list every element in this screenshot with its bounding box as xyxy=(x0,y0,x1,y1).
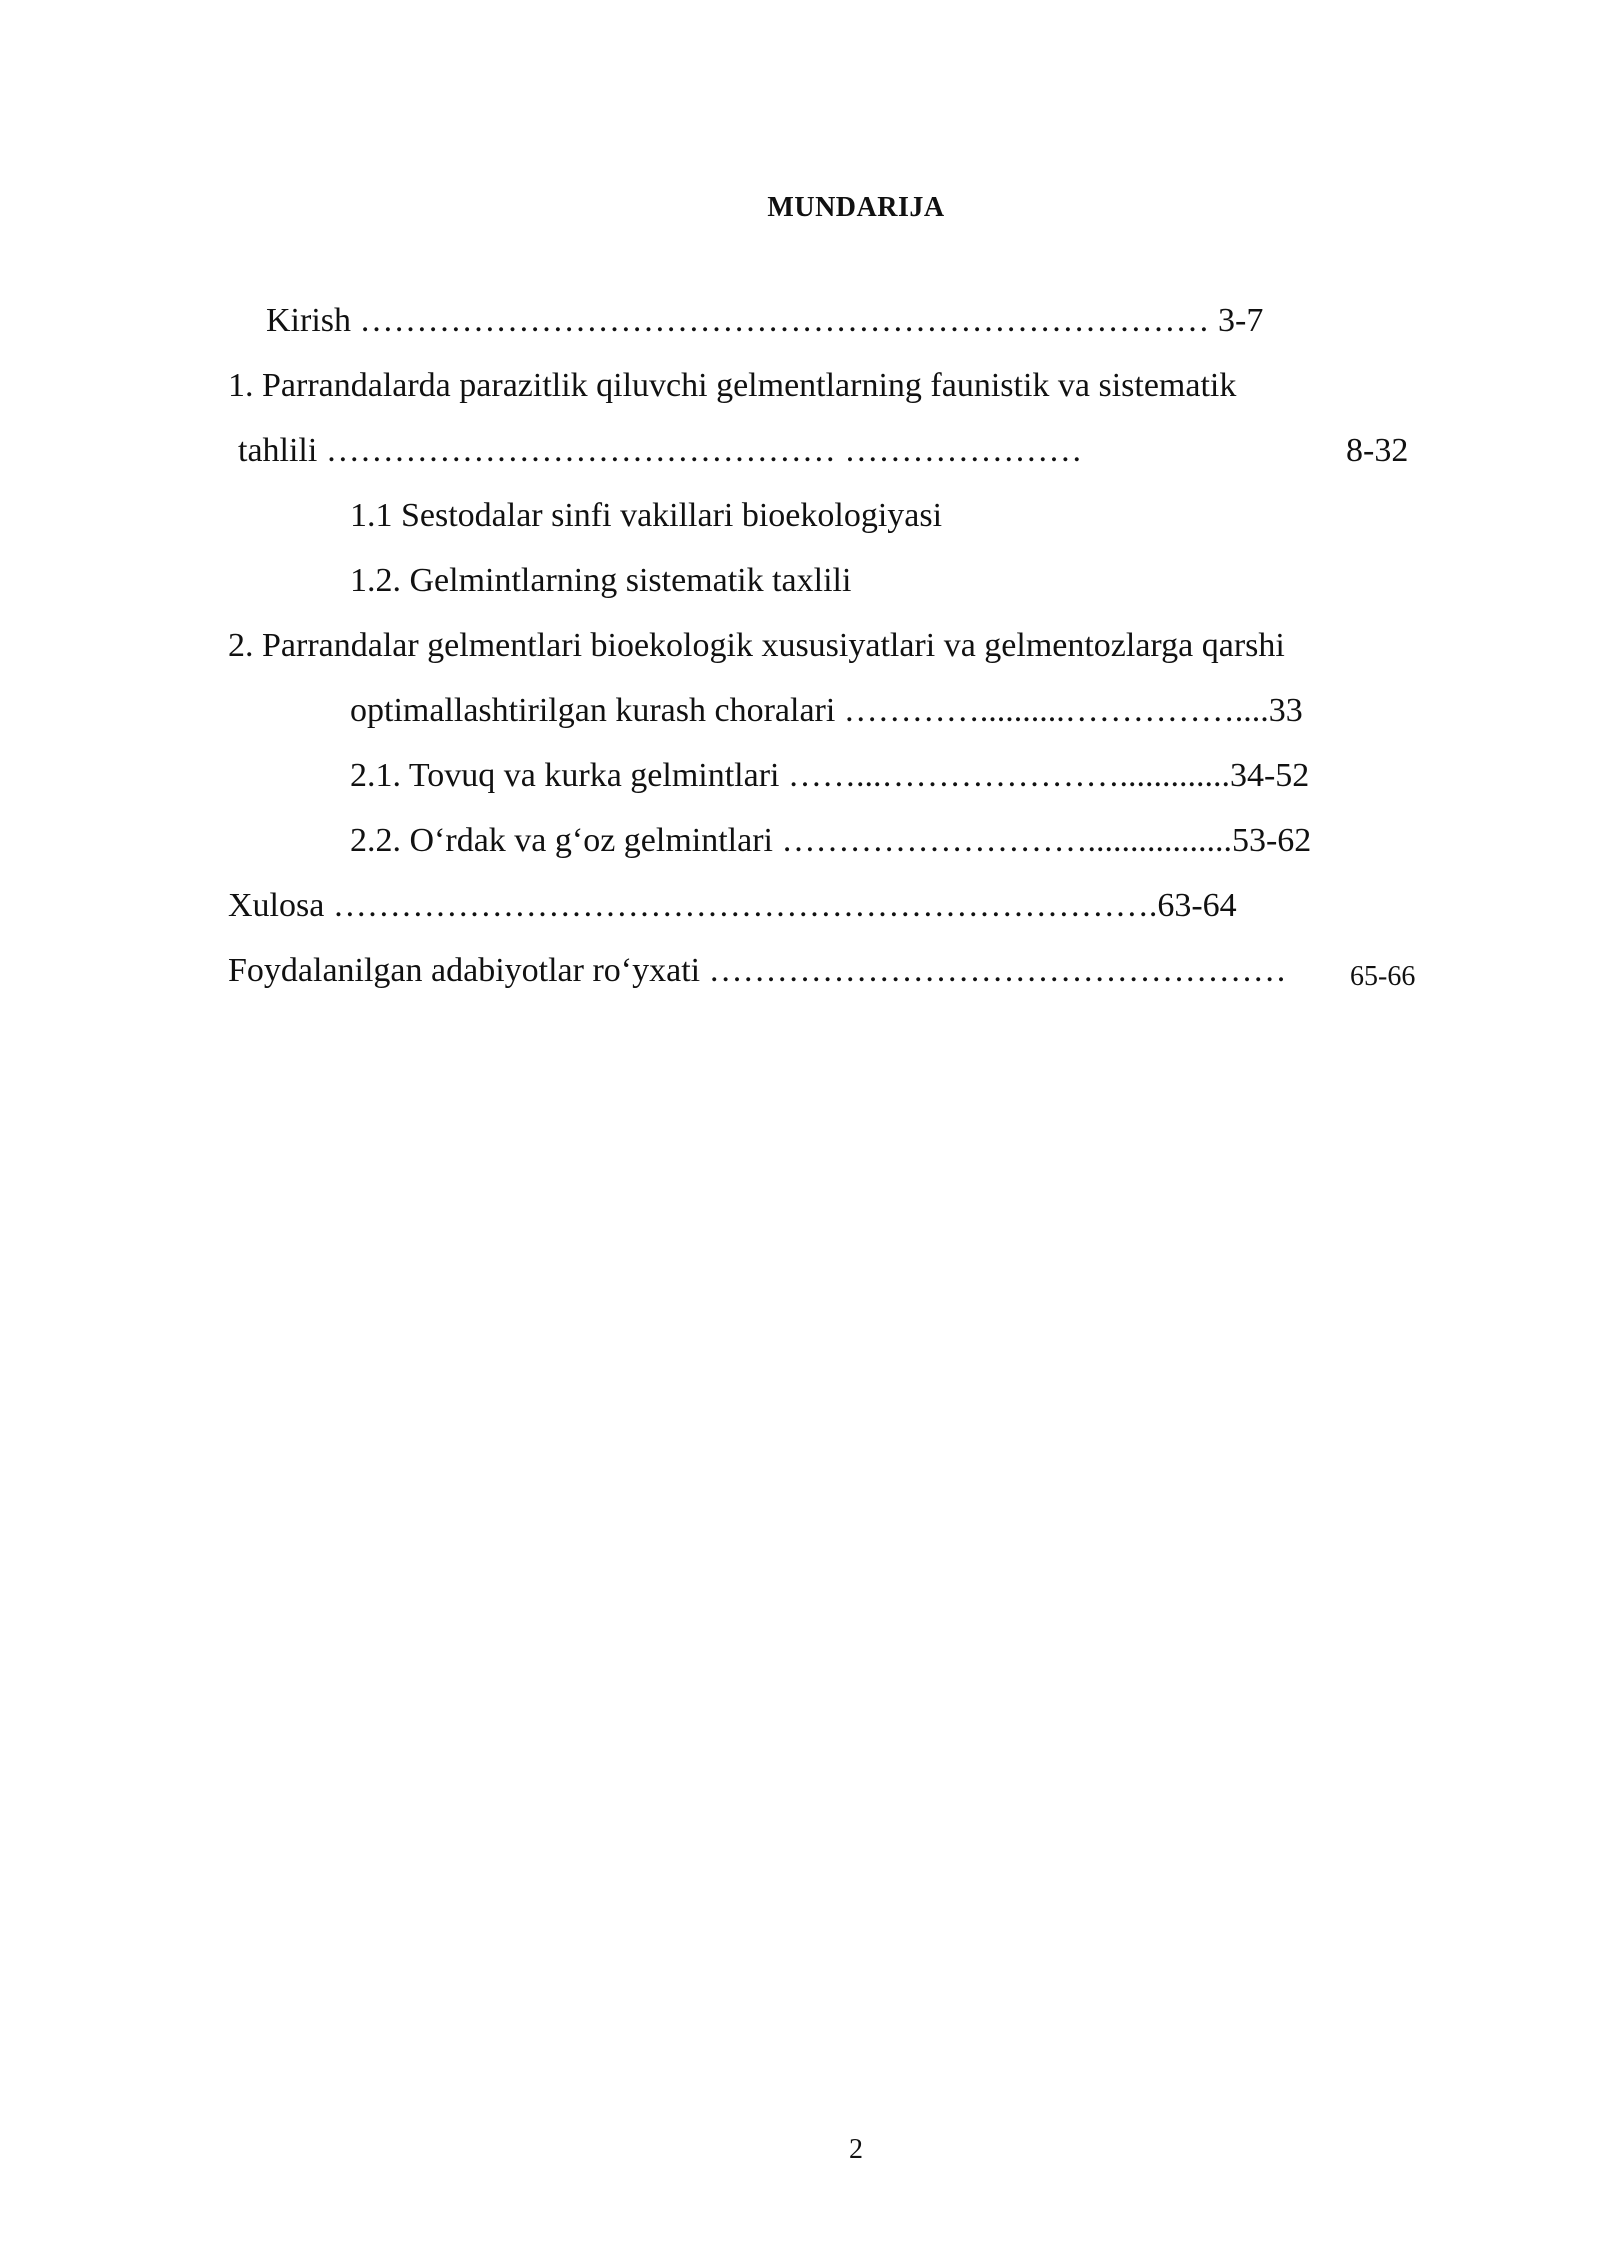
toc-entry-adabiyotlar: Foydalanilgan adabiyotlar ro‘yxati …………………………………………… xyxy=(228,952,1287,989)
toc-entry-chapter-2: 2. Parrandalar gelmentlari bioekologik xususiyatlari va gelmentozlarga qarshi xyxy=(228,627,1285,664)
page-title: MUNDARIJA xyxy=(767,192,945,223)
toc-entry-xulosa: Xulosa ……………………………………………………………….63-64 xyxy=(228,887,1237,924)
toc-entry-chapter-2-cont: optimallashtirilgan kurash choralari …………..........……………....33 xyxy=(350,692,1303,729)
page-number: 2 xyxy=(849,2134,863,2165)
toc-entry-chapter-1-pages: 8-32 xyxy=(1346,432,1409,469)
toc-entry-2-2: 2.2. O‘rdak va g‘oz gelmintlari ……………………….................53-62 xyxy=(350,822,1312,859)
toc-entry-kirish: Kirish ………………………………………………………………… 3-7 xyxy=(266,302,1264,339)
toc-entry-1-2: 1.2. Gelmintlarning sistematik taxlili xyxy=(350,562,852,599)
title-container xyxy=(0,192,1600,224)
toc-entry-1-1: 1.1 Sestodalar sinfi vakillari bioekologiyasi xyxy=(350,497,943,534)
toc-entry-chapter-1-cont: tahlili ……………………………………… ………………… xyxy=(238,432,1083,469)
toc-entry-2-1: 2.1. Tovuq va kurka gelmintlari ……...………………….............34-52 xyxy=(350,757,1310,794)
toc-entry-chapter-1: 1. Parrandalarda parazitlik qiluvchi gelmentlarning faunistik va sistematik xyxy=(228,367,1237,404)
toc-entry-adabiyotlar-pages: 65-66 xyxy=(1350,961,1416,992)
